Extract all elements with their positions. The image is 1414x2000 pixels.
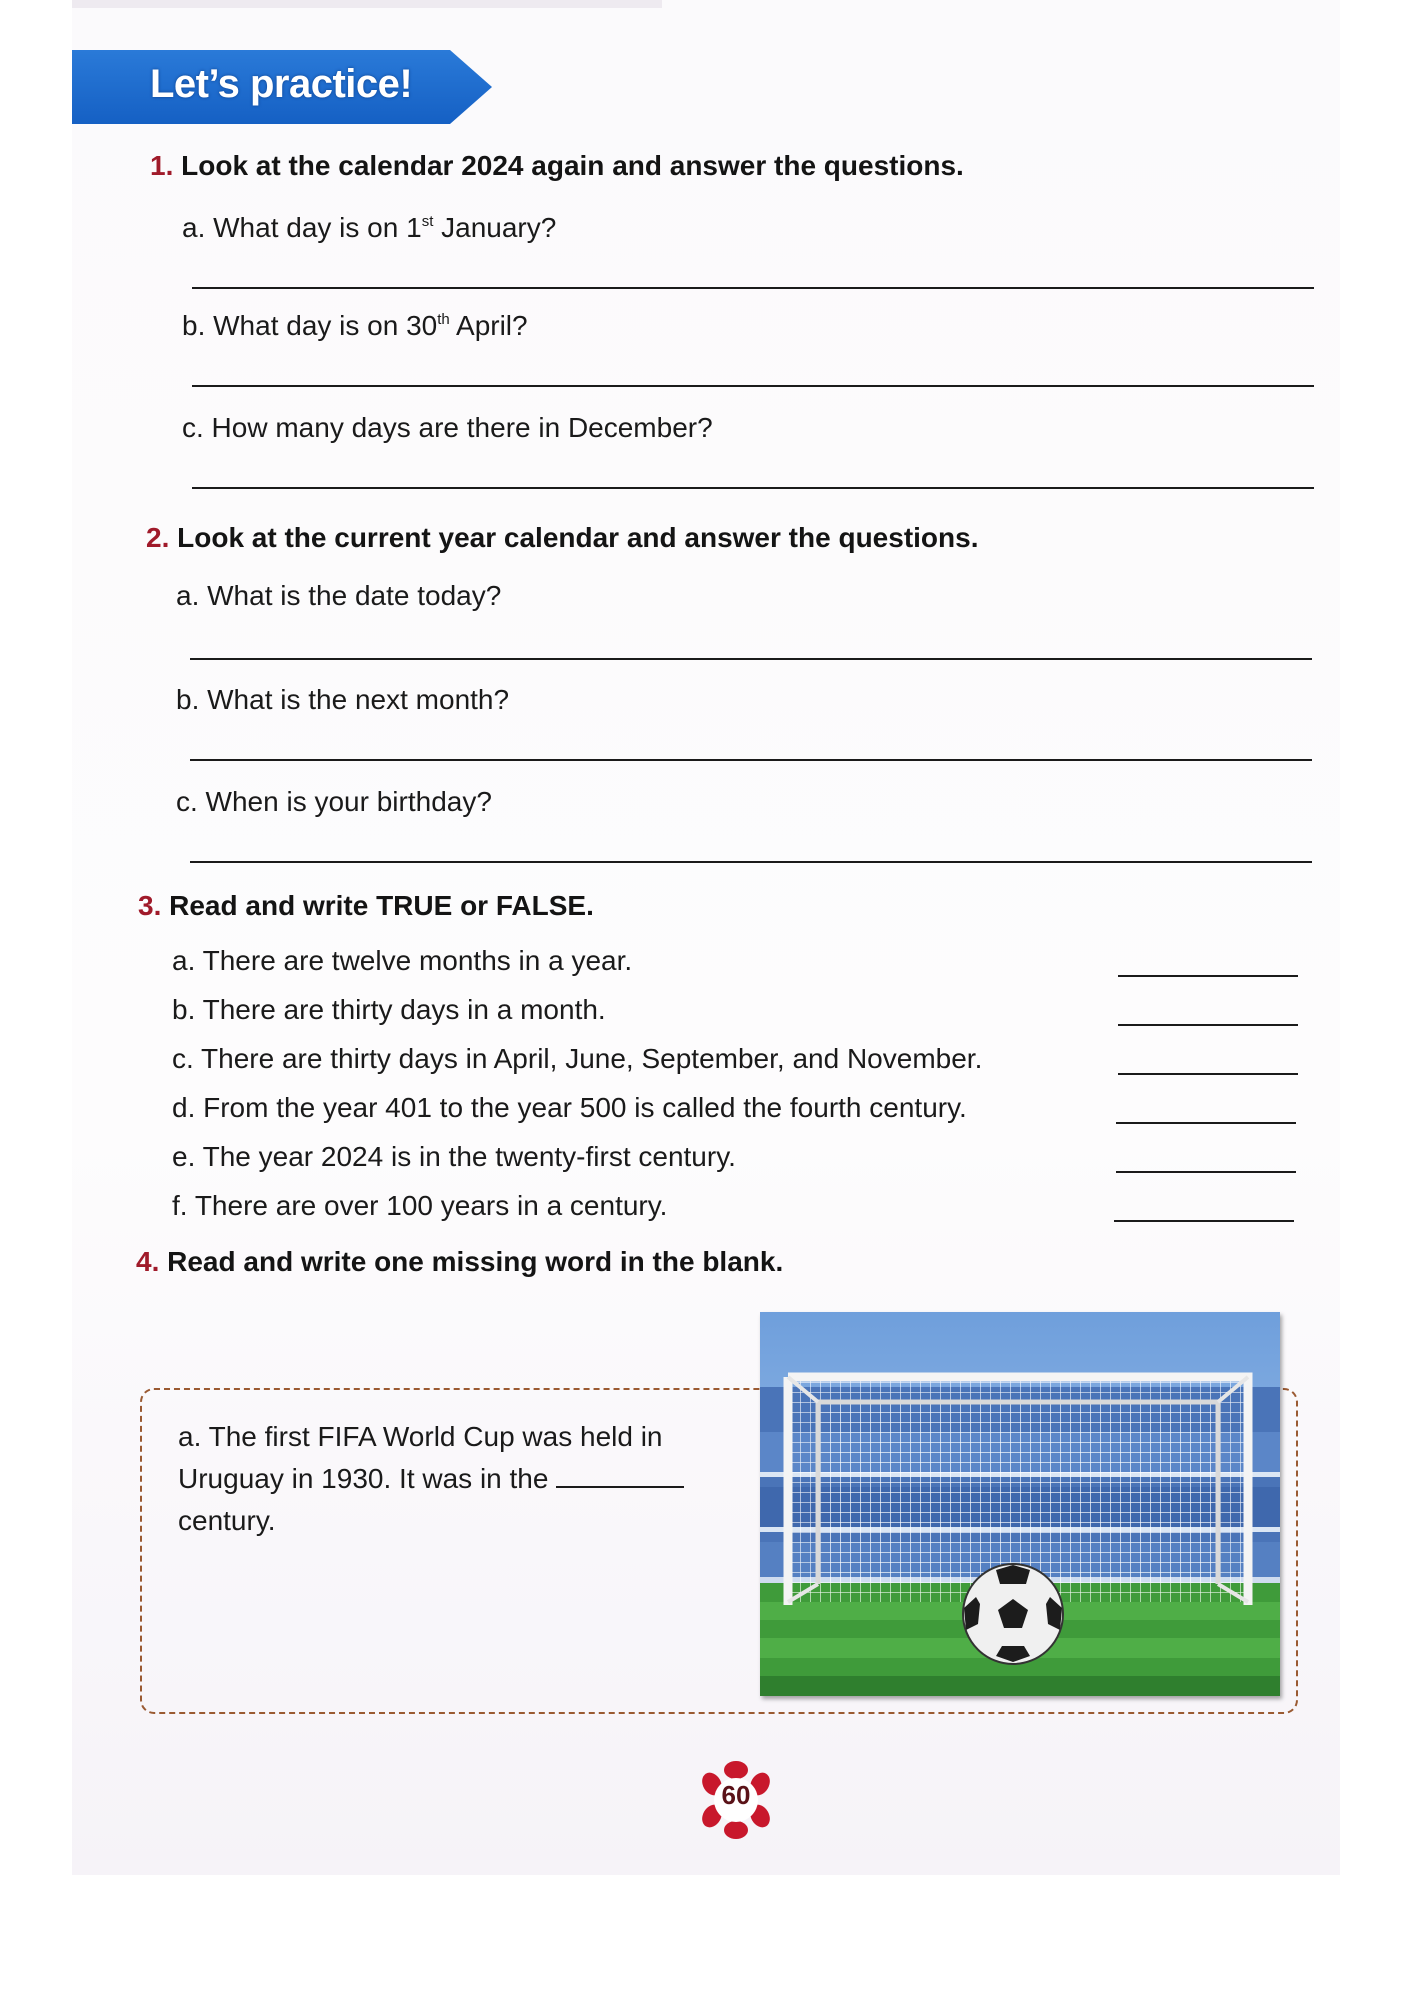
soccer-ball — [963, 1564, 1063, 1664]
question-2c: c. When is your birthday? — [176, 786, 492, 817]
answer-line-3a[interactable] — [1118, 975, 1298, 977]
section-2-number: 2. — [146, 522, 170, 553]
question-4a-part1: a. The first FIFA World Cup was held in Uruguay in 1930. It was in the — [178, 1421, 663, 1494]
question-1a-sup: st — [421, 213, 434, 230]
question-1b-text: b. What day is on 30 — [182, 310, 438, 341]
answer-blank-4a[interactable] — [556, 1462, 684, 1488]
page-number: 60 — [721, 1780, 751, 1810]
question-4a — [178, 1416, 738, 1542]
statement-3a: a. There are twelve months in a year. — [172, 945, 633, 976]
statement-3d: d. From the year 401 to the year 500 is called the fourth century. — [172, 1092, 967, 1123]
question-1c: c. How many days are there in December? — [182, 412, 713, 443]
section-1-heading — [150, 150, 964, 182]
section-2-title: Look at the current year calendar and answer the questions. — [177, 522, 979, 553]
section-1-number: 1. — [150, 150, 174, 181]
section-3-title: Read and write TRUE or FALSE. — [169, 890, 594, 921]
statement-3f: f. There are over 100 years in a century. — [172, 1190, 668, 1221]
answer-line-1c[interactable] — [192, 487, 1314, 489]
soccer-goal-illustration — [760, 1312, 1280, 1696]
question-1a — [182, 212, 556, 244]
statement-3e: e. The year 2024 is in the twenty-first century. — [172, 1141, 736, 1172]
question-1a-text: a. What day is on 1 — [182, 212, 422, 243]
statement-3b: b. There are thirty days in a month. — [172, 994, 606, 1025]
answer-line-3f[interactable] — [1114, 1220, 1294, 1222]
question-1b-sup: th — [437, 311, 450, 328]
question-1b — [182, 310, 528, 342]
answer-line-1b[interactable] — [192, 385, 1314, 387]
section-2-heading — [146, 522, 978, 554]
answer-line-2a[interactable] — [190, 658, 1312, 660]
answer-line-2c[interactable] — [190, 861, 1312, 863]
section-4-title: Read and write one missing word in the blank. — [167, 1246, 784, 1277]
answer-line-3c[interactable] — [1118, 1073, 1298, 1075]
answer-line-3d[interactable] — [1116, 1122, 1296, 1124]
page-number-badge — [700, 1760, 772, 1840]
answer-line-3b[interactable] — [1118, 1024, 1298, 1026]
question-2a: a. What is the date today? — [176, 580, 502, 611]
question-2b: b. What is the next month? — [176, 684, 510, 715]
statement-3c: c. There are thirty days in April, June, September, and November. — [172, 1043, 983, 1074]
answer-line-3e[interactable] — [1116, 1171, 1296, 1173]
question-4a-part2: century. — [178, 1505, 276, 1536]
top-edge-strip — [72, 0, 662, 8]
banner-title: Let’s practice! — [150, 62, 413, 106]
section-1-title: Look at the calendar 2024 again and answer the questions. — [181, 150, 964, 181]
section-4-heading — [136, 1246, 783, 1278]
section-3-number: 3. — [138, 890, 162, 921]
question-1a-after: January? — [433, 212, 557, 243]
answer-line-2b[interactable] — [190, 759, 1312, 761]
question-1b-after: April? — [449, 310, 528, 341]
section-4-number: 4. — [136, 1246, 160, 1277]
answer-line-1a[interactable] — [192, 287, 1314, 289]
section-3-heading — [138, 890, 594, 922]
